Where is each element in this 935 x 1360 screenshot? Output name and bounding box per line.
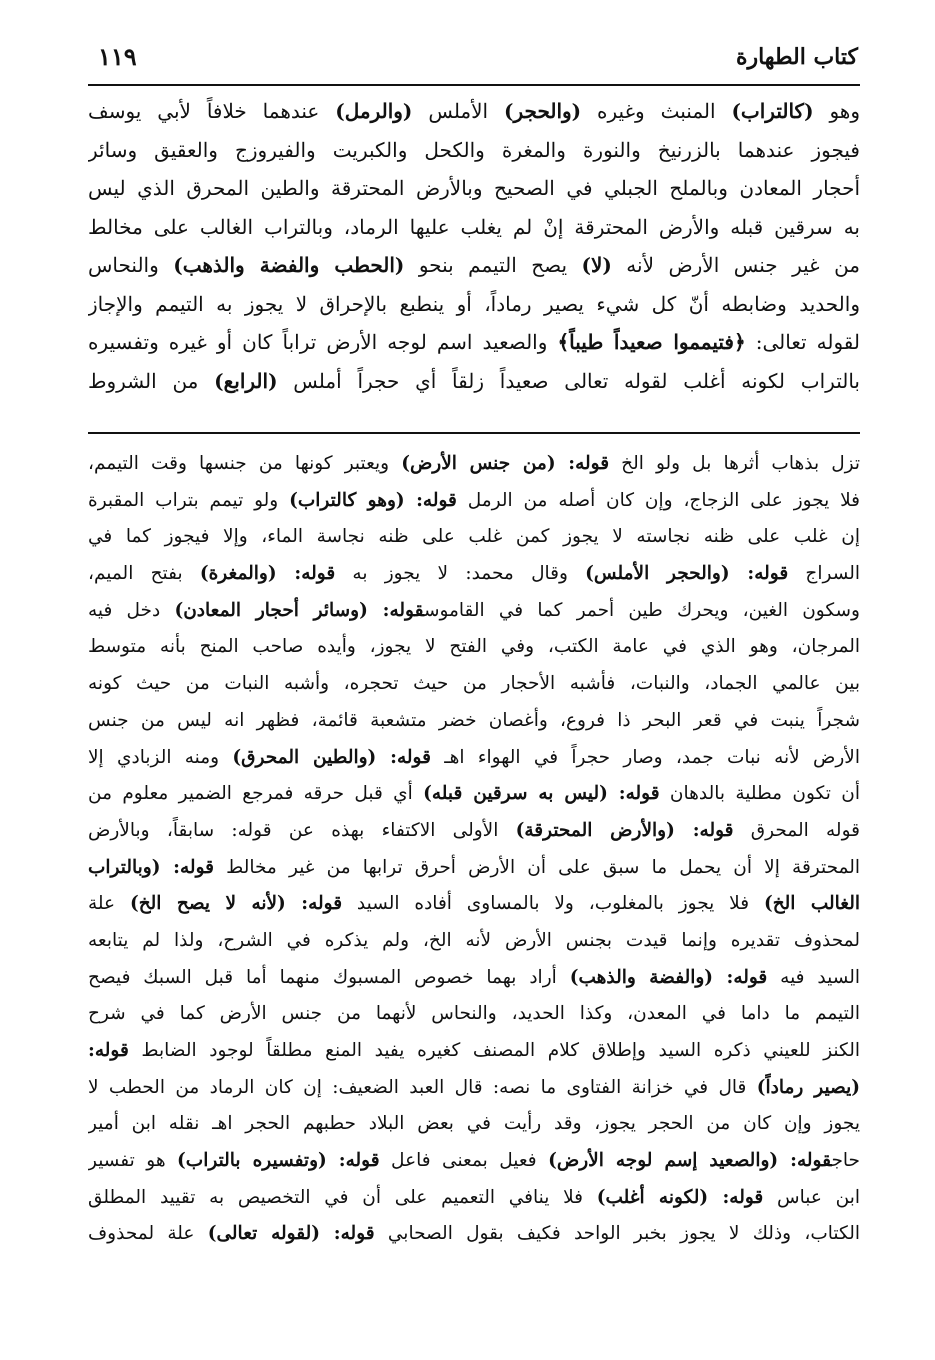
commentary-line: [88, 1106, 860, 1143]
commentary-line: [88, 1180, 860, 1217]
text-run: شجراً ينبت في قعر البحر ذا فروع، وأغصان خضر متشعبة قائمة، فظهر انه ليس من جنس: [88, 709, 860, 731]
text-run: لمحذوف تقديره وإنما قيدت بجنس الأرض لأنه الخ، ولم يذكره في الشرح، ولذا لم يتابعه: [88, 929, 860, 951]
text-run: عندهما خلافاً لأبي يوسف: [88, 99, 336, 123]
text-run: قوله المحرق: [733, 819, 860, 841]
bold-phrase: قوله: (لكونه أغلب): [596, 1186, 764, 1208]
text-run: حاج: [831, 1150, 860, 1172]
page-number: ١١٩: [98, 42, 137, 71]
text-run: وهو: [813, 99, 860, 123]
bold-phrase: قوله: (والطين المحرق): [232, 746, 431, 768]
commentary-line: [88, 850, 860, 887]
main-text-line: [88, 246, 860, 285]
commentary-line: [88, 1216, 860, 1253]
text-run: من غير جنس الأرض لأنه: [611, 253, 860, 277]
main-text-line: [88, 362, 860, 401]
bold-phrase: قوله: (وتفسيره بالتراب): [177, 1150, 380, 1172]
commentary-line: [88, 666, 860, 703]
text-run: من الشروط: [88, 368, 215, 393]
commentary-line: [88, 593, 860, 630]
bold-phrase: قوله: (ليس به سرقين قبله): [423, 783, 660, 805]
text-run: الكنز للعيني ذكره السيد وإطلاق كلام المصنف كغيره يفيد المنع مطلقاً لوجود الضابط: [128, 1040, 860, 1061]
bold-phrase: قوله: (وبالتراب: [88, 856, 214, 878]
text-run: التيمم ما داما في المعدن، وكذا الحديد، والنحاس لأنهما من جنس الأرض كما في شرح: [88, 1003, 860, 1025]
bold-phrase: (والرمل): [335, 99, 413, 123]
text-run: والحديد وضابطه أنّ كل شيء يصير رماداً، أو ينطبع بالإحراق لا يجوز به التيمم والإجاز: [88, 291, 860, 316]
book-page: [88, 30, 860, 1340]
bold-phrase: قوله: (لأنه لا يصح الخ): [129, 893, 343, 915]
text-run: المنبث وغيره: [581, 99, 732, 123]
main-text-line: [88, 92, 860, 131]
commentary-text: [88, 446, 860, 1253]
text-run: أراد بهما خصوص المسبوك منهما أما قبل السبك فيصح: [88, 966, 570, 988]
main-text-line: [88, 131, 860, 170]
commentary-line: [88, 776, 860, 813]
text-run: ولو تيمم بتراب المقبرة: [88, 489, 290, 511]
bold-phrase: قوله: (وهو كالتراب): [289, 489, 457, 511]
text-run: فيجوز عندهما بالزرنيخ والنورة والمغرة والكحل والكبريت والفيروزج والعقيق وسائر: [88, 137, 860, 162]
commentary-line: [88, 483, 860, 520]
bold-phrase: الغالب الخ): [763, 893, 860, 915]
text-run: ويعتبر كونها من جنسها وقت التيمم،: [88, 453, 402, 474]
bold-phrase: قوله:: [88, 1040, 129, 1061]
commentary-line: [88, 446, 860, 483]
text-run: السراج: [788, 563, 860, 585]
commentary-line: [88, 703, 860, 740]
text-run: فلا ينافي التعميم على أن في التخصيص به تقييد المطلق: [88, 1186, 597, 1208]
bold-phrase: قوله: (والمغرة): [199, 563, 336, 585]
commentary-line: [88, 1143, 860, 1180]
bold-phrase: ﴿فتيمموا صعيداً طيباً﴾: [557, 330, 746, 354]
running-title: كتاب الطهارة: [735, 44, 858, 70]
text-run: قال في خزانة الفتاوى ما نصه: قال العبد الضعيف: إن كان الرماد من الحطب لا: [88, 1076, 757, 1098]
page-header: [88, 30, 860, 84]
bold-phrase: قوله: (لقوله تعالى): [207, 1223, 375, 1245]
commentary-line: [88, 519, 860, 556]
bold-phrase: (لا): [581, 253, 612, 277]
text-run: أن تكون مطلية بالدهان: [659, 783, 860, 805]
text-run: والصعيد اسم لوجه الأرض تراباً كان أو غيره وتفسيره: [88, 330, 558, 354]
commentary-line: [88, 629, 860, 666]
top-rule: [88, 84, 860, 86]
commentary-line: [88, 1033, 860, 1070]
text-run: إن غلب على ظنه نجاسته لا يجوز كمن غلب على ظنه نجاسة الماء، وإلا فيجوز كما في: [88, 526, 860, 548]
bold-phrase: قوله: (من جنس الأرض): [401, 453, 610, 474]
text-run: أي قبل حرقه فمرجع الضمير معلوم من: [88, 783, 424, 805]
text-run: بين عالمي الجماد، والنبات، فأشبه الأحجار من حيث تحجره، وأشبه النبات من حيث كونه: [88, 673, 860, 695]
commentary-line: [88, 1070, 860, 1107]
text-run: فلا يجوز بالمغلوب، ولا بالمساوى أفاده السيد: [342, 893, 764, 915]
text-run: فعيل بمعنى فاعل: [379, 1150, 549, 1172]
main-text-line: [88, 323, 860, 362]
commentary-line: [88, 556, 860, 593]
text-run: علة: [88, 893, 130, 915]
bold-phrase: (الحطب والفضة والذهب): [173, 253, 405, 277]
text-run: ابن عباس: [763, 1186, 860, 1208]
text-run: السيد فيه: [767, 966, 860, 988]
text-run: يصح التيمم بنحو: [404, 253, 582, 277]
text-run: وسكون الغين، ويحرك طين أحمر كما في القاموس: [423, 599, 860, 621]
text-run: به سرقين قبله والأرض المحترقة إنْ لم يغلب عليها الرماد، وبالتراب الغالب على مخالط: [88, 214, 860, 239]
text-run: تزل بذهاب أثرها بل ولو الخ: [609, 453, 860, 474]
main-text-line: [88, 285, 860, 324]
main-text-line: [88, 169, 860, 208]
text-run: فلا يجوز على الزجاج، وإن كان أصله من الرمل: [456, 489, 860, 511]
bold-phrase: (كالتراب): [731, 99, 814, 123]
commentary-line: [88, 740, 860, 777]
text-run: المرجان، وهو الذي في عامة الكتب، وفي الفتح لا يجوز، وأيده صاحب المنح بأنه متوسط: [88, 636, 860, 658]
text-run: لقوله تعالى:: [745, 330, 860, 354]
commentary-line: [88, 923, 860, 960]
text-run: الأولى الاكتفاء بهذه عن قوله: سابقاً، وبالأرض: [88, 819, 516, 841]
text-run: ومنه الزبادي إلا: [88, 746, 233, 768]
text-run: الكتاب، وذلك لا يجوز بخبر الواحد فكيف بقول الصحابي: [374, 1223, 860, 1245]
text-run: والنحاس: [88, 253, 174, 277]
bold-phrase: (والحجر): [504, 99, 582, 123]
text-run: أحجار المعادن وبالملح الجبلي في الصحيح وبالأرض المحترقة والطين المحرق الذي ليس: [88, 176, 860, 200]
main-text: [88, 92, 860, 432]
text-run: الأرض لأنه نبات جمد، وصار حجراً في الهواء اهـ: [430, 746, 860, 768]
divider-rule: [88, 432, 860, 434]
text-run: بفتح الميم،: [88, 563, 200, 585]
commentary-line: [88, 813, 860, 850]
bold-phrase: (الرابع): [214, 368, 278, 393]
bold-phrase: قوله: (والأرض المحترقة): [515, 819, 734, 841]
main-text-line: [88, 208, 860, 247]
text-run: دخل فيه: [88, 599, 175, 621]
text-run: الأملس: [412, 99, 505, 123]
text-run: وقال محمد: لا يجوز به: [335, 563, 586, 585]
commentary-line: [88, 960, 860, 997]
bold-phrase: قوله: (والحجر الأملس): [585, 563, 789, 585]
bold-phrase: قوله: (وسائر أحجار المعادن): [174, 599, 424, 621]
bold-phrase: قوله: (والصعيد إسم لوجه الأرض): [548, 1150, 832, 1172]
text-run: علة لمحذوف: [88, 1223, 208, 1245]
text-run: هو تفسير: [88, 1150, 178, 1172]
bold-phrase: قوله: (والفضة والذهب): [569, 966, 768, 988]
text-run: بالتراب لكونه أغلب لقوله تعالى صعيداً زلقاً أي حجراً أملس: [277, 368, 860, 393]
commentary-line: [88, 886, 860, 923]
bold-phrase: (يصير رماداً): [756, 1076, 860, 1098]
text-run: يجوز وإن كان من الحجر يجوز، وقد رأيت في بعض البلاد حطبهم الحجر اهـ نقله ابن أمير: [88, 1113, 860, 1135]
commentary-line: [88, 996, 860, 1033]
text-run: المحترقة إلا أن يحمل ما سبق على أن الأرض أحرق ترابها من غير مخالط: [213, 856, 860, 878]
